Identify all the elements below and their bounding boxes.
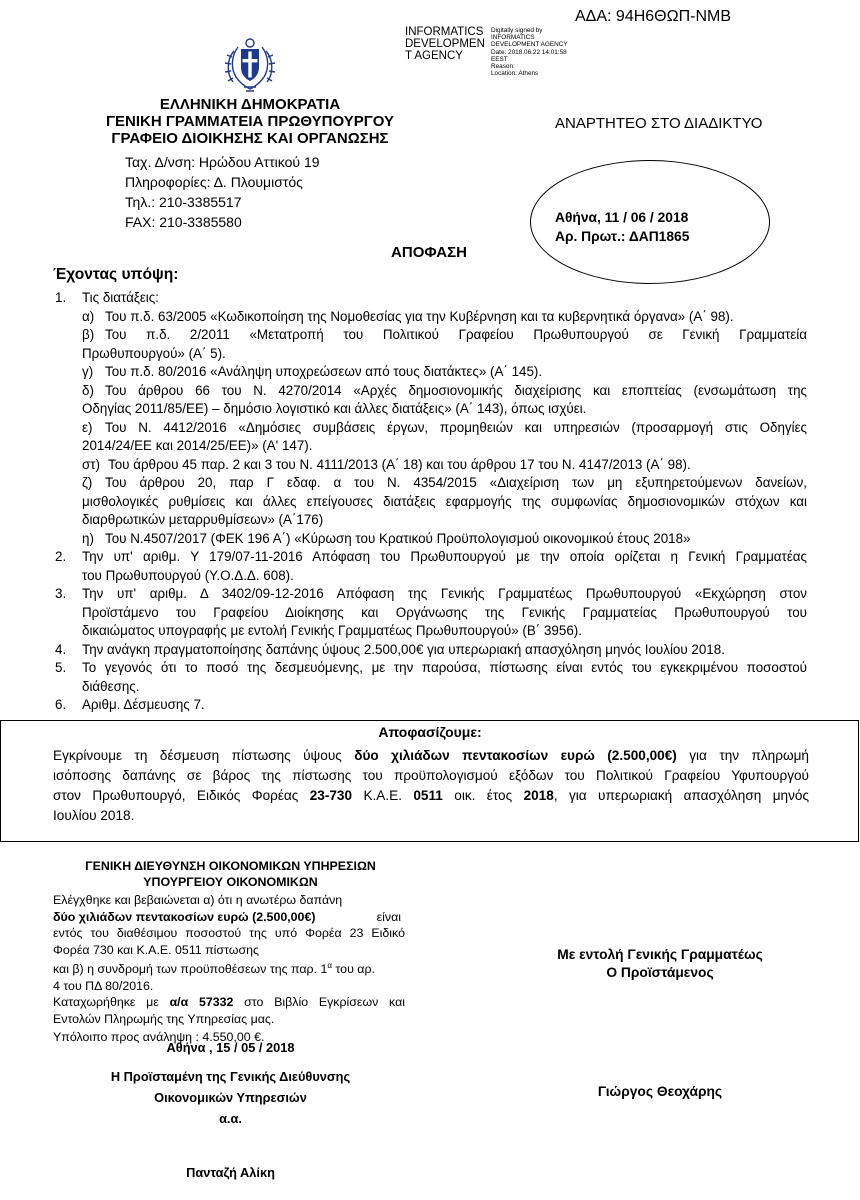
- signer-line-1: Με εντολή Γενικής Γραμματέως: [557, 947, 763, 962]
- item-text-line: διαρθρωτικών μεταρρυθμίσεων» (Α΄176): [82, 512, 324, 527]
- item-marker: ζ): [82, 475, 93, 490]
- date-protocol: [555, 208, 689, 246]
- item-text-line: Οδηγίας 2011/85/ΕΕ) – δημόσιο λογιστικό και άλλες διατάξεις» (Α΄ 143), όπως ισχύει.: [82, 401, 587, 416]
- item-text-line: Του π.δ. 63/2005 «Κωδικοποίηση της Νομοθεσίας για την Κυβέρνηση και τα κυβερνητικά όργανα» (Α΄ 98).: [105, 308, 734, 324]
- document-date: Αθήνα, 11 / 06 / 2018: [555, 210, 689, 225]
- phone: Τηλ.: 210-3385517: [125, 194, 242, 210]
- item-text-line: Αριθμ. Δέσμευσης 7.: [82, 697, 205, 712]
- item-marker: γ): [82, 364, 94, 379]
- item-text-line: Την ανάγκη πραγματοποίησης δαπάνης ύψους 2.500,00€ για υπερωριακή απασχόληση μηνός Ιουλίου 2018.: [82, 641, 725, 657]
- item-marker: 2.: [55, 549, 67, 564]
- finance-signatory-role: Η Προϊσταμένη της Γενικής Διεύθυνσης Οικονομικών Υπηρεσιών α.α.: [110, 1069, 351, 1126]
- item-text-line: δικαιώματος υπογραφής με εντολή Γενικής Γραμματέως Πρωθυπουργού» (Β΄ 3956).: [82, 623, 582, 638]
- item-marker: 5.: [55, 660, 67, 675]
- signature-detail-line: INFORMATICS: [491, 34, 535, 42]
- item-text-line: Προϊστάμενο του Γραφείου Διοίκησης και Οργάνωσης της Γενικής Γραμματείας Πρωθυπουργού του: [82, 604, 807, 620]
- item-marker: 4.: [55, 641, 67, 657]
- item-text-line: μισθολογικές ρυθμίσεις και άλλες επείγουσες διατάξεις εφαρμογής της συμφωνίας δημοσιονομικών στόχων και: [82, 493, 807, 509]
- org-line-2: ΓΕΝΙΚΗ ΓΡΑΜΜΑΤΕΙΑ ΠΡΩΘΥΠΟΥΡΓΟΥ: [106, 113, 394, 130]
- item-text-line: Πρωθυπουργού» (Α΄ 5).: [82, 345, 226, 361]
- signature-agency-line: DEVELOPMEN: [405, 38, 485, 50]
- item-text-line: Του Ν. 4412/2016 «Δημόσιες συμβάσεις έργων, προμηθειών και υπηρεσιών (προσαρμογή στις Οδηγίες: [105, 419, 807, 435]
- signature-detail-line: Digitally signed by: [491, 27, 543, 34]
- signature-detail-line: EEST: [491, 55, 508, 63]
- finance-date: Αθήνα , 15 / 05 / 2018: [166, 1040, 295, 1055]
- item-marker: η): [82, 530, 94, 546]
- item-marker: β): [82, 327, 95, 342]
- document-title: ΑΠΟΦΑΣΗ: [391, 244, 467, 261]
- item-text-line: Την υπ' αριθμ. Υ 179/07-11-2016 Απόφαση του Πρωθυπουργού με την οποία ορίζεται η Γενική Γραμματέας: [82, 549, 807, 564]
- item-text-line: Το γεγονός ότι το ποσό της δεσμευόμενης, με την παρούσα, πίστωσης είναι εντός του εγκεκριμένου ποσοστού: [82, 660, 807, 675]
- item-text-line: Του άρθρου 66 του Ν. 4270/2014 «Αρχές δημοσιονομικής διαχείρισης και εποπτείας (ενσωμάτωση της: [105, 382, 807, 398]
- item-text-line: Τις διατάξεις:: [82, 290, 159, 305]
- posting-notice: ΑΝΑΡΤΗΤΕΟ ΣΤΟ ΔΙΑΔΙΚΤΥΟ: [555, 115, 763, 132]
- signer-name: Γιώργος Θεοχάρης: [597, 1084, 723, 1099]
- signer-line-2: Ο Προϊστάμενος: [606, 965, 714, 980]
- greek-coat-of-arms-icon: [220, 33, 280, 95]
- finance-heading: ΓΕΝΙΚΗ ΔΙΕΥΘΥΝΣΗ ΟΙΚΟΝΟΜΙΚΩΝ ΥΠΗΡΕΣΙΩΝ ΥΠΟΥΡΓΕΙΟΥ ΟΙΚΟΝΟΜΙΚΩΝ: [85, 859, 376, 889]
- item-marker: ε): [82, 419, 93, 435]
- finance-certification: Ελέγχθηκε και βεβαιώνεται α) ότι η ανωτέρω δαπάνη δύο χιλιάδων πεντακοσίων ευρώ (2.500,00€) είναι εντός του διαθέσιμου ποσοστού της υπό Φορέα 23 Ειδικό Φορέα 730 και Κ.Α.Ε. 0511 πίστωσης και β) η συνδρομή των προϋποθέσεων της παρ. $1^\alpha$ του αρ. 4 του ΠΔ 80/2016. Καταχωρήθηκε με α/α 57332 στο Βιβλίο Εγκρίσεων και Εντολών Πληρωμής της Υπηρεσίας μας. Υπόλοιπο προς ανάληψη : 4.550,00 €.: [53, 893, 406, 1045]
- item-text-line: Του π.δ. 80/2016 «Ανάληψη υποχρεώσεων από τους διατάκτες» (Α΄ 145).: [105, 364, 543, 379]
- signature-detail-line: Location: Athens: [491, 70, 539, 78]
- signature-detail-line: Date: 2018.06.22 14:01:58: [491, 48, 567, 56]
- item-marker: 1.: [55, 290, 67, 305]
- signature-detail-line: Reason:: [491, 63, 515, 71]
- finance-signatory-name: Πανταζή Αλίκη: [186, 1165, 275, 1180]
- signature-agency: [405, 26, 490, 62]
- organization-header: [60, 96, 440, 147]
- ada-code: ΑΔΑ: 94Η6ΘΩΠ-ΝΜΒ: [575, 8, 732, 25]
- contact-block: [125, 152, 320, 232]
- considering-heading: Έχοντας υπόψη:: [53, 266, 179, 283]
- information-contact: Πληροφορίες: Δ. Πλουμιστός: [125, 174, 303, 190]
- item-marker: 6.: [55, 697, 67, 712]
- item-marker: α): [82, 308, 95, 324]
- item-text-line: Του άρθρου 45 παρ. 2 και 3 του Ν. 4111/2013 (Α΄ 18) και του άρθρου 17 του Ν. 4147/2013 (Α΄ 98).: [108, 456, 691, 472]
- item-text-line: διάθεσης.: [82, 678, 140, 694]
- decision-text: Εγκρίνουμε τη δέσμευση πίστωσης ύψους δύο χιλιάδων πεντακοσίων ευρώ (2.500,00€) για την πληρωμή ισόποσης δαπάνης σε βάρος της πίστωσης του προϋπολογισμού εξόδων του Πολιτικού Γραφείου Υφυπουργού στον Πρωθυπουργό, Ειδικός Φορέας 23-730 Κ.Α.Ε. 0511 οικ. έτος 2018, για υπερωριακή απασχόληση μηνός Ιουλίου 2018.: [53, 748, 809, 823]
- item-text-line: Του Ν.4507/2017 (ΦΕΚ 196 Α΄) «Κύρωση του Κρατικού Προϋπολογισμού οικονομικού έτους 2018»: [105, 530, 691, 546]
- item-text-line: 2014/24/ΕΕ και 2014/25/ΕΕ)» (Α' 147).: [82, 438, 313, 453]
- signature-detail-line: DEVELOPMENT AGENCY: [491, 41, 568, 49]
- item-text-line: του Πρωθυπουργού (Υ.Ο.Δ.Δ. 608).: [82, 567, 294, 583]
- item-text-line: Την υπ' αριθμ. Δ 3402/09-12-2016 Απόφαση της Γενικής Γραμματέως Πρωθυπουργού «Εκχώρηση στον: [82, 586, 807, 601]
- item-marker: 3.: [55, 586, 67, 601]
- org-line-1: ΕΛΛΗΝΙΚΗ ΔΗΜΟΚΡΑΤΙΑ: [159, 96, 341, 113]
- signature-agency-line: T AGENCY: [405, 50, 463, 62]
- org-line-3: ΓΡΑΦΕΙΟ ΔΙΟΙΚΗΣΗΣ ΚΑΙ ΟΡΓΑΝΩΣΗΣ: [111, 130, 389, 147]
- item-marker: στ): [82, 456, 101, 472]
- item-text-line: Του π.δ. 2/2011 «Μετατροπή του Πολιτικού Γραφείου Πρωθυπουργού σε Γενική Γραμματεία: [105, 327, 807, 342]
- decision-heading: Αποφασίζουμε:: [378, 724, 482, 740]
- signature-details: [491, 27, 601, 77]
- address: Ταχ. Δ/νση: Ηρώδου Αττικού 19: [125, 154, 320, 170]
- protocol-number: Αρ. Πρωτ.: ΔΑΠ1865: [555, 229, 690, 244]
- item-text-line: Του άρθρου 20, παρ Γ εδαφ. α του Ν. 4354/2015 «Διαχείριση των μη εξυπηρετούμενων δανείων,: [105, 475, 807, 490]
- signature-agency-line: INFORMATICS: [405, 26, 484, 38]
- fax: FAX: 210-3385580: [125, 214, 242, 230]
- signer-block: [520, 946, 800, 982]
- item-marker: δ): [82, 382, 94, 398]
